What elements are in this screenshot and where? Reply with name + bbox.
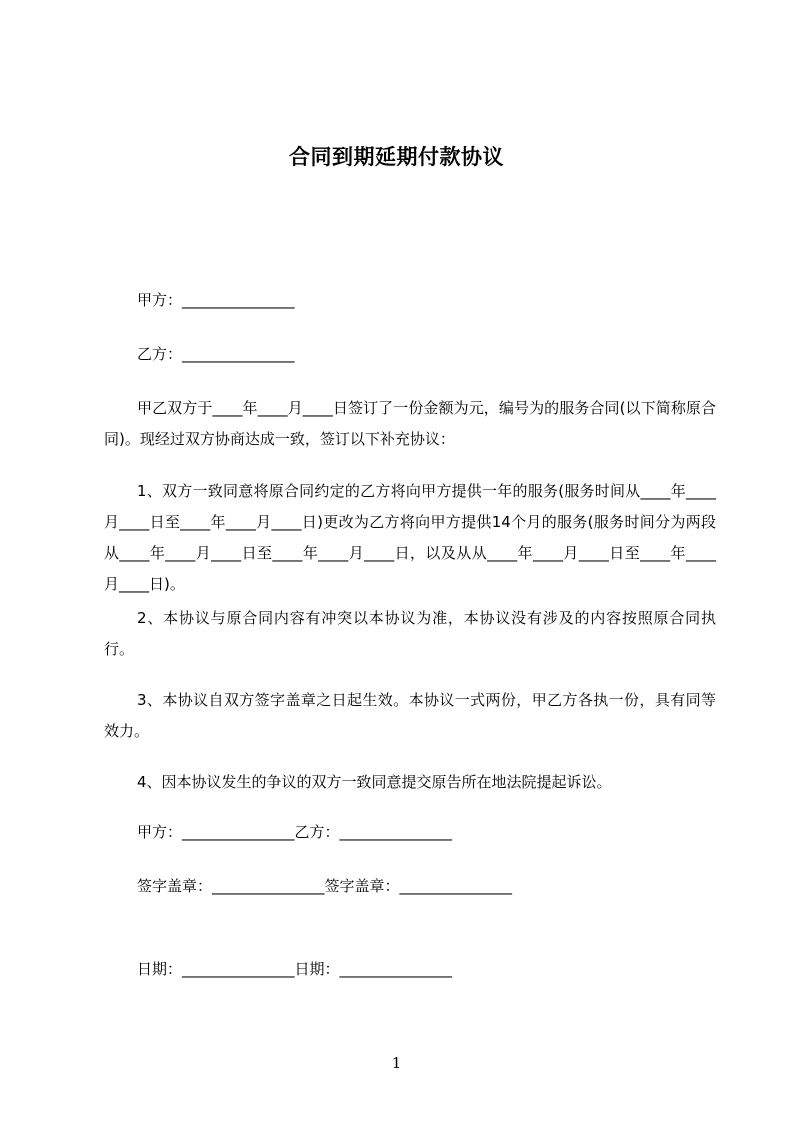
clause-1: 1、双方一致同意将原合同约定的乙方将向甲方提供一年的服务(服务时间从____年____月____日至____年____月____日)更改为乙方将向甲方提供14个月的服务(服务时间分为两段从____年____月____日至____年____月____日，以及从从____年____月____日至____年____月____日)。 xyxy=(104,482,716,593)
document-title: 合同到期延期付款协议 xyxy=(289,145,504,169)
clause-2: 2、本协议与原合同内容有冲突以本协议为准，本协议没有涉及的内容按照原合同执行。 xyxy=(104,609,716,658)
clause-4: 4、因本协议发生的争议的双方一致同意提交原告所在地法院提起诉讼。 xyxy=(137,773,612,791)
party-a-field: 甲方：_______________ xyxy=(137,291,295,309)
signature-party-fields: 甲方：_______________乙方：_______________ xyxy=(137,823,453,841)
agreement-introduction: 甲乙双方于____年____月____日签订了一份金额为元，编号为的服务合同(以下简称原合同)。现经过双方协商达成一致，签订以下补充协议： xyxy=(104,399,716,448)
clause-3: 3、本协议自双方签字盖章之日起生效。本协议一式两份，甲乙方各执一份，具有同等效力。 xyxy=(104,691,716,740)
page-number: 1 xyxy=(391,1054,402,1072)
signature-date-fields: 日期：_______________日期：_______________ xyxy=(137,960,453,978)
signature-seal-fields: 签字盖章：_______________签字盖章：_______________ xyxy=(137,877,513,895)
party-b-field: 乙方：_______________ xyxy=(137,345,295,363)
